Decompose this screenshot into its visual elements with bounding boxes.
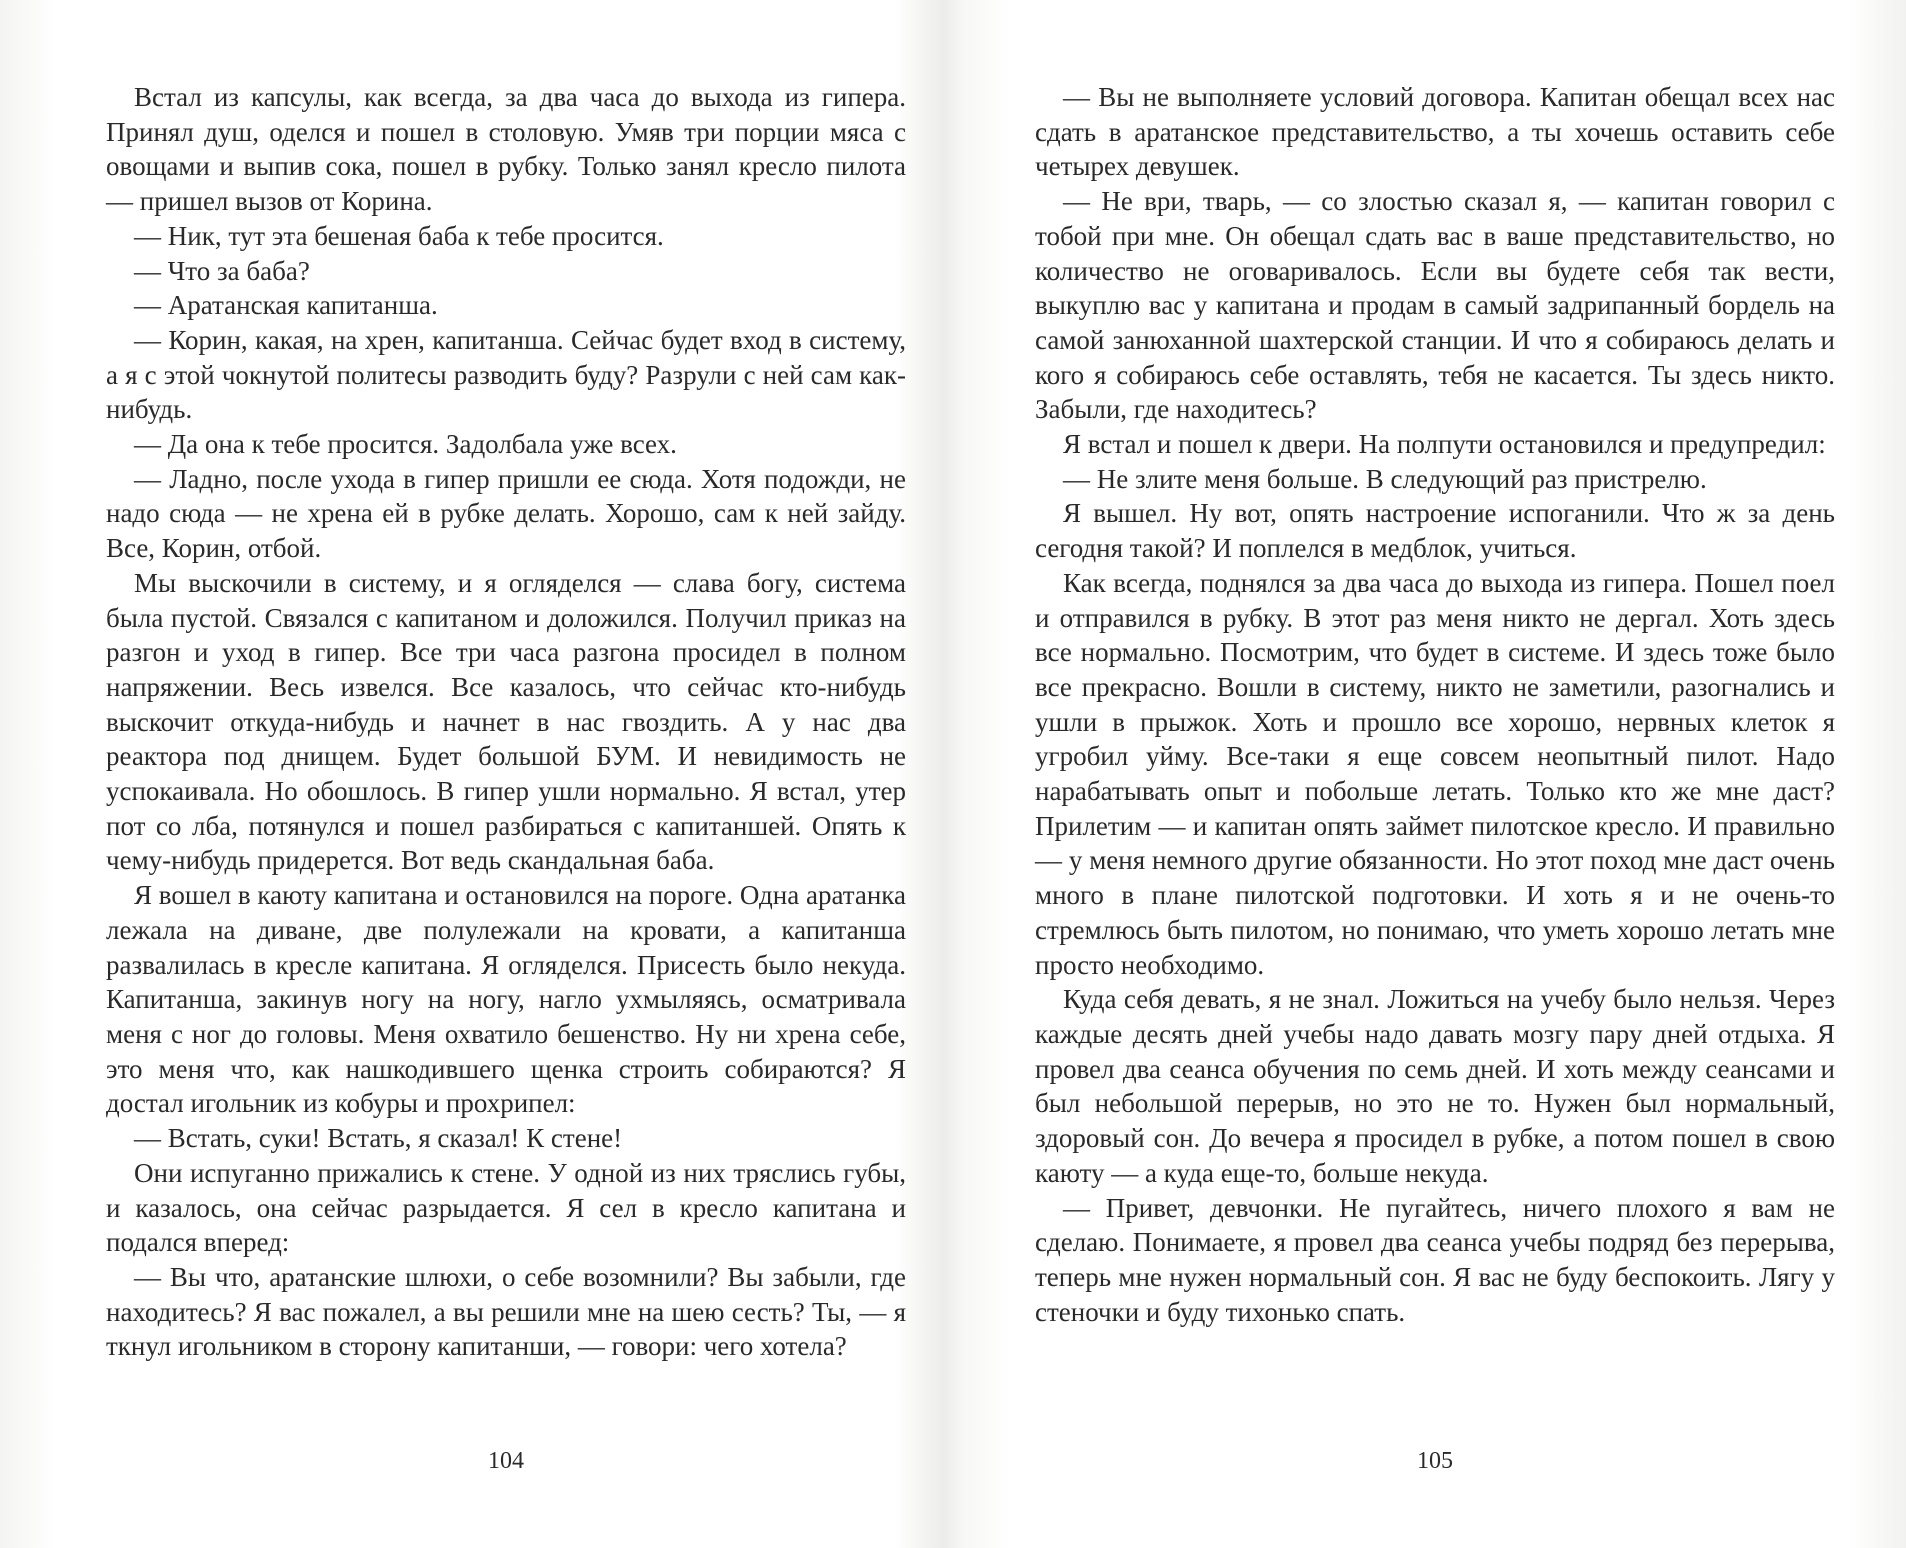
paragraph: Куда себя девать, я не знал. Ложиться на учебу было нельзя. Через каждые десять дней учебы надо давать мозгу пару дней отдыха. Я провел два сеанса обучения по семь дней. И хоть между сеансами и был небольшой перерыв, но это не то. Нужен был нормальный, здоровый сон. До вечера я просидел в рубке, а потом пошел в свою каюту — а куда еще-то, больше некуда.	[1035, 984, 1835, 1188]
paragraph: — Аратанская капитанша.	[134, 290, 438, 321]
paragraph: — Не злите меня больше. В следующий раз пристрелю.	[1063, 463, 1707, 494]
paragraph: Я встал и пошел к двери. На полпути остановился и предупредил:	[1063, 429, 1826, 460]
paragraph: — Что за баба?	[134, 255, 310, 286]
paragraph: — Встать, суки! Встать, я сказал! К стене!	[134, 1123, 623, 1154]
paragraph: — Вы что, аратанские шлюхи, о себе возомнили? Вы забыли, где находитесь? Я вас пожалел, а вы решили мне на шею сесть? Ты, — я ткнул игольником в сторону капитанши, — говори: чего хотела?	[106, 1261, 906, 1362]
right-page-text	[1035, 80, 1835, 1329]
paragraph: — Ник, тут эта бешеная баба к тебе просится.	[134, 220, 664, 251]
paragraph: Как всегда, поднялся за два часа до выхода из гипера. Пошел поел и отправился в рубку. В этот раз меня никто не дергал. Хоть здесь все нормально. Посмотрим, что будет в системе. И здесь тоже было все прекрасно. Вошли в систему, никто не заметили, разогнались и ушли в прыжок. Хоть и прошло все хорошо, нервных клеток я угробил уйму. Все-таки я еще совсем неопытный пилот. Надо нарабатывать опыт и побольше летать. Только кто же мне даст? Прилетим — и капитан опять займет пилотское кресло. И правильно — у меня немного другие обязанности. Но этот поход мне даст очень много в плане пилотской подготовки. И хоть я и не очень-то стремлюсь быть пилотом, но понимаю, что уметь хорошо летать мне просто необходимо.	[1035, 567, 1835, 980]
right-page	[1035, 80, 1835, 1480]
paragraph: — Вы не выполняете условий договора. Капитан обещал всех нас сдать в аратанское представительство, а ты хочешь оставить себе четырех девушек.	[1035, 82, 1835, 182]
paragraph: Я вошел в каюту капитана и остановился на пороге. Одна аратанка лежала на диване, две полулежали на кровати, а капитанша развалилась в кресле капитана. Я огляделся. Присесть было некуда. Капитанша, закинув ногу на ногу, нагло ухмыляясь, осматривала меня с ног до головы. Меня охватило бешенство. Ну ни хрена себе, это меня что, как нашкодившего щенка строить собираются? Я достал игольник из кобуры и прохрипел:	[106, 880, 906, 1119]
paragraph: Я вышел. Ну вот, опять настроение испоганили. Что ж за день сегодня такой? И поплелся в медблок, учиться.	[1035, 498, 1835, 564]
paragraph: Они испуганно прижались к стене. У одной из них тряслись губы, и казалось, она сейчас разрыдается. Я сел в кресло капитана и подался вперед:	[106, 1157, 906, 1258]
paragraph: — Привет, девчонки. Не пугайтесь, ничего плохого я вам не сделаю. Понимаете, я провел два сеанса учебы подряд без перерыва, теперь мне нужен нормальный сон. Я вас не буду беспокоить. Лягу у стеночки и буду тихонько спать.	[1035, 1192, 1835, 1327]
page-number: 104	[488, 1448, 524, 1474]
left-page-text	[106, 80, 906, 1364]
left-page	[106, 80, 906, 1480]
paragraph: — Не ври, тварь, — со злостью сказал я, — капитан говорил с тобой при мне. Он обещал сдать вас в ваше представительство, но количество не оговаривалось. Если вы будете себя так вести, выкуплю вас у капитана и продам в самый задрипанный бордель на самой занюханной шахтерской станции. И что я собираюсь делать и кого я собираюсь себе оставлять, тебя не касается. Ты здесь никто. Забыли, где находитесь?	[1035, 186, 1835, 425]
paragraph: — Ладно, после ухода в гипер пришли ее сюда. Хотя подожди, не надо сюда — не хрена ей в рубке делать. Хорошо, сам к ней зайду. Все, Корин, отбой.	[106, 463, 906, 564]
paragraph: — Корин, какая, на хрен, капитанша. Сейчас будет вход в систему, а я с этой чокнутой политесы разводить буду? Разрули с ней сам как-нибудь.	[106, 324, 906, 425]
paragraph: Мы выскочили в систему, и я огляделся — слава богу, система была пустой. Связался с капитаном и доложился. Получил приказ на разгон и уход в гипер. Все три часа разгона просидел в полном напряжении. Весь извелся. Все казалось, что сейчас кто-нибудь выскочит откуда-нибудь и начнет в нас гвоздить. А у нас два реактора под днищем. Будет большой БУМ. И невидимость не успокаивала. Но обошлось. В гипер ушли нормально. Я встал, утер пот со лба, потянулся и пошел разбираться с капитаншей. Опять к чему-нибудь придерется. Вот ведь скандальная баба.	[106, 567, 906, 876]
paragraph: — Да она к тебе просится. Задолбала уже всех.	[134, 429, 677, 460]
paragraph: Встал из капсулы, как всегда, за два часа до выхода из гипера. Принял душ, оделся и пошел в столовую. Умяв три порции мяса с овощами и выпив сока, пошел в рубку. Только занял кресло пилота — пришел вызов от Корина.	[106, 82, 906, 217]
page-number: 105	[1417, 1448, 1453, 1474]
